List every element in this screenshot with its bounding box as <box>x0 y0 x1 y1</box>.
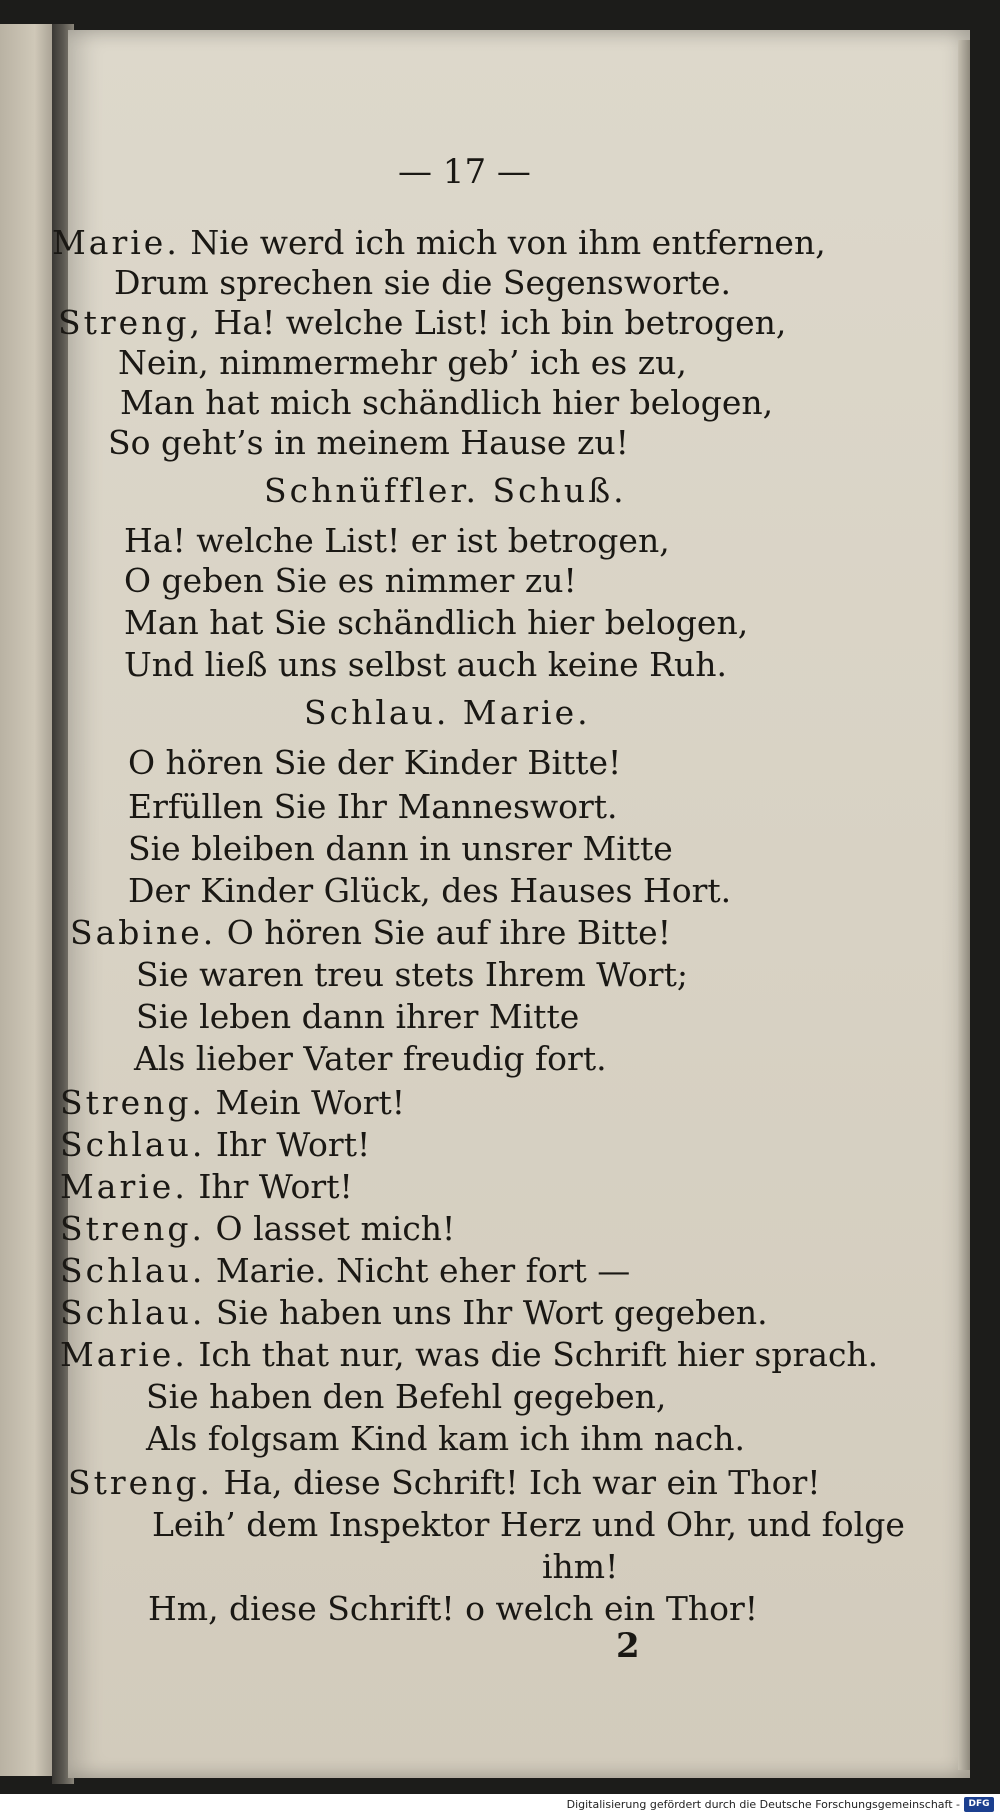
speaker-name: Schnüffler. Schuß. <box>264 471 627 510</box>
verse-line <box>128 786 618 828</box>
page-edge-shadow <box>958 40 970 1770</box>
speaker-name: Streng. <box>68 1463 214 1502</box>
speaker-name: Schlau. <box>60 1125 206 1164</box>
verse-line <box>60 1208 455 1250</box>
speaker-name: Streng. <box>60 1083 206 1122</box>
verse-line <box>152 1504 905 1546</box>
line-text: O hören Sie auf ihre Bitte! <box>226 913 671 952</box>
verse-line <box>60 1292 768 1334</box>
line-text: Und ließ uns selbst auch keine Ruh. <box>124 645 727 684</box>
speaker-name: Marie. <box>52 223 180 262</box>
line-text: Der Kinder Glück, des Hauses Hort. <box>128 871 732 910</box>
line-text: Ha, diese Schrift! Ich war ein Thor! <box>223 1463 821 1502</box>
line-text: Sie leben dann ihrer Mitte <box>136 997 580 1036</box>
page-number: — 17 — <box>398 152 531 192</box>
verse-line <box>128 828 673 870</box>
speaker-heading <box>304 692 591 734</box>
line-text: Ha! welche List! ich bin betrogen, <box>213 303 787 342</box>
verse-line <box>60 1124 370 1166</box>
verse-line <box>128 870 731 912</box>
speaker-name: Marie. <box>60 1335 188 1374</box>
verse-line <box>124 602 748 644</box>
line-text: Ich that nur, was die Schrift hier sprach. <box>198 1335 879 1374</box>
verse-line <box>60 1082 405 1124</box>
verse-line <box>52 222 826 264</box>
line-text: Ihr Wort! <box>198 1167 353 1206</box>
line-text: Sie bleiben dann in unsrer Mitte <box>128 829 673 868</box>
line-text: Drum sprechen sie die Segensworte. <box>114 263 731 302</box>
verse-line <box>60 1250 630 1292</box>
signature-mark: 2 <box>616 1626 640 1666</box>
verse-line <box>124 520 670 562</box>
verse-line <box>124 560 577 602</box>
verse-line <box>120 382 773 424</box>
line-text: Ha! welche List! er ist betrogen, <box>124 521 670 560</box>
line-text: Erfüllen Sie Ihr Manneswort. <box>128 787 618 826</box>
digitization-footer <box>0 1794 1000 1816</box>
line-text: Als folgsam Kind kam ich ihm nach. <box>146 1419 746 1458</box>
line-text: Man hat Sie schändlich hier belogen, <box>124 603 749 642</box>
speaker-name: Schlau. <box>60 1251 206 1290</box>
verse-line <box>146 1418 745 1460</box>
verse-line <box>114 262 731 304</box>
verse-line <box>124 644 727 686</box>
line-text: Sie haben den Befehl gegeben, <box>146 1377 667 1416</box>
verse-line <box>128 742 621 784</box>
line-text: Marie. Nicht eher fort — <box>215 1251 631 1290</box>
speaker-heading <box>264 470 627 512</box>
line-text: Nein, nimmermehr geb’ ich es zu, <box>118 343 687 382</box>
verse-line <box>136 996 579 1038</box>
speaker-name: Sabine. <box>70 913 217 952</box>
line-text: Sie haben uns Ihr Wort gegeben. <box>215 1293 768 1332</box>
verse-line <box>68 1462 820 1504</box>
line-text: Ihr Wort! <box>215 1125 371 1164</box>
verse-line <box>60 1166 353 1208</box>
line-text: O lasset mich! <box>215 1209 456 1248</box>
line-text: O geben Sie es nimmer zu! <box>124 561 577 600</box>
speaker-name: Streng, <box>58 303 204 342</box>
verse-line <box>70 912 671 954</box>
verse-line <box>136 954 688 996</box>
verse-line <box>148 1588 758 1630</box>
line-text: Hm, diese Schrift! o welch ein Thor! <box>148 1589 759 1628</box>
line-text: Sie waren treu stets Ihrem Wort; <box>136 955 688 994</box>
speaker-name: Marie. <box>60 1167 188 1206</box>
verse-line <box>118 342 687 384</box>
line-text: Als lieber Vater freudig fort. <box>134 1039 607 1078</box>
facing-page-edge <box>0 24 58 1776</box>
dfg-logo: DFG <box>964 1797 994 1812</box>
verse-line <box>146 1376 666 1418</box>
verse-line <box>60 1334 878 1376</box>
line-text: O hören Sie der Kinder Bitte! <box>128 743 622 782</box>
verse-line <box>542 1546 618 1588</box>
verse-line <box>108 422 629 464</box>
line-text: Mein Wort! <box>215 1083 406 1122</box>
line-text: Leih’ dem Inspektor Herz und Ohr, und folge <box>152 1505 905 1544</box>
speaker-name: Schlau. <box>60 1293 206 1332</box>
footer-credit: Digitalisierung gefördert durch die Deutsche Forschungsgemeinschaft - <box>566 1798 960 1811</box>
line-text: Nie werd ich mich von ihm entfernen, <box>190 223 826 262</box>
line-text: So geht’s in meinem Hause zu! <box>108 423 629 462</box>
verse-line <box>58 302 786 344</box>
book-page <box>52 30 970 1778</box>
line-text: ihm! <box>542 1547 619 1586</box>
speaker-name: Schlau. Marie. <box>304 693 591 732</box>
speaker-name: Streng. <box>60 1209 206 1248</box>
line-text: Man hat mich schändlich hier belogen, <box>120 383 774 422</box>
verse-line <box>134 1038 607 1080</box>
